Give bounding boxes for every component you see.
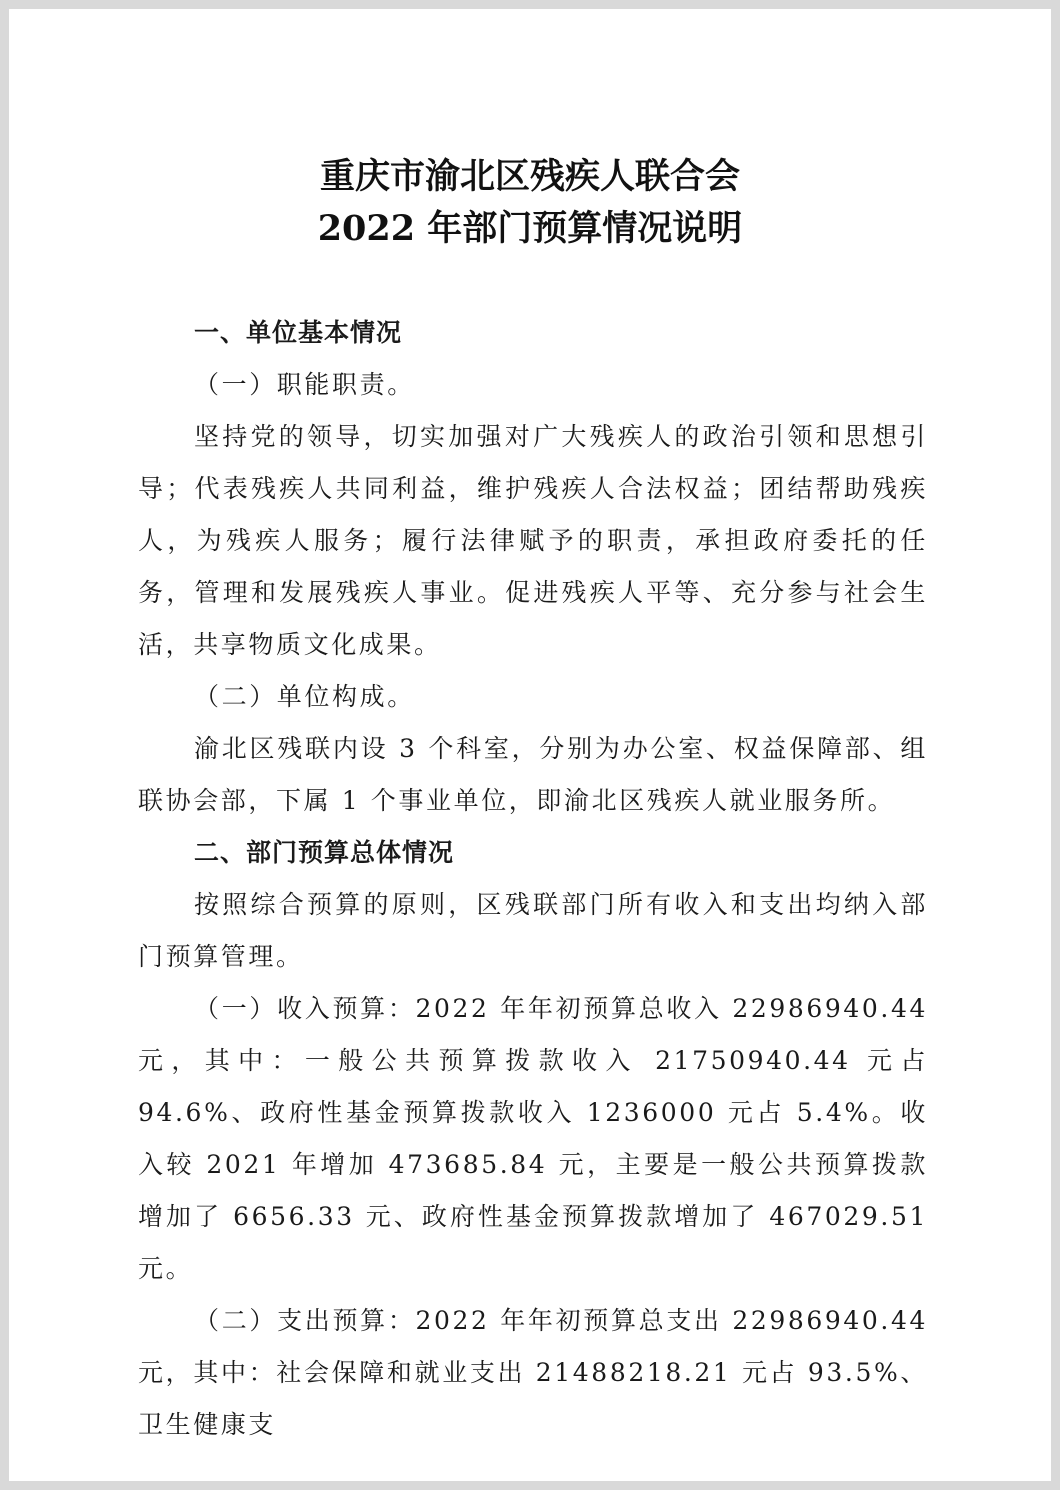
document-body <box>138 307 928 1451</box>
subheading-duties: （一）职能职责。 <box>194 370 415 399</box>
paragraph-duties: 坚持党的领导，切实加强对广大残疾人的政治引领和思想引导；代表残疾人共同利益，维护残疾人合法权益；团结帮助残疾人，为残疾人服务；履行法律赋予的职责，承担政府委托的任务，管理和发展残疾人事业。促进残疾人平等、充分参与社会生活，共享物质文化成果。 <box>138 422 928 659</box>
document-title-line2: 2022 年部门预算情况说明 <box>317 208 743 249</box>
subheading-composition: （二）单位构成。 <box>194 682 415 711</box>
paragraph-composition: 渝北区残联内设 3 个科室，分别为办公室、权益保障部、组联协会部，下属 1 个事业单位，即渝北区残疾人就业服务所。 <box>138 734 928 815</box>
document-page <box>9 9 1051 1481</box>
section-heading-basic-info: 一、单位基本情况 <box>194 318 403 347</box>
paragraph-expense-budget: （二）支出预算：2022 年年初预算总支出 22986940.44 元，其中：社会保障和就业支出 21488218.21 元占 93.5%、卫生健康支 <box>138 1306 928 1439</box>
paragraph-income-budget: （一）收入预算：2022 年年初预算总收入 22986940.44 元，其中：一般公共预算拨款收入 21750940.44 元占 94.6%、政府性基金预算拨款收入 1236000 元占 5.4%。收入较 2021 年增加 473685.84 元，主要是一般公共预算拨款增加了 6656.33 元、政府性基金预算拨款增加了 467029.51 元。 <box>138 994 928 1283</box>
section-heading-budget-overview: 二、部门预算总体情况 <box>194 838 455 867</box>
document-title-line1: 重庆市渝北区残疾人联合会 <box>319 156 740 197</box>
paragraph-budget-principle: 按照综合预算的原则，区残联部门所有收入和支出均纳入部门预算管理。 <box>138 890 928 971</box>
